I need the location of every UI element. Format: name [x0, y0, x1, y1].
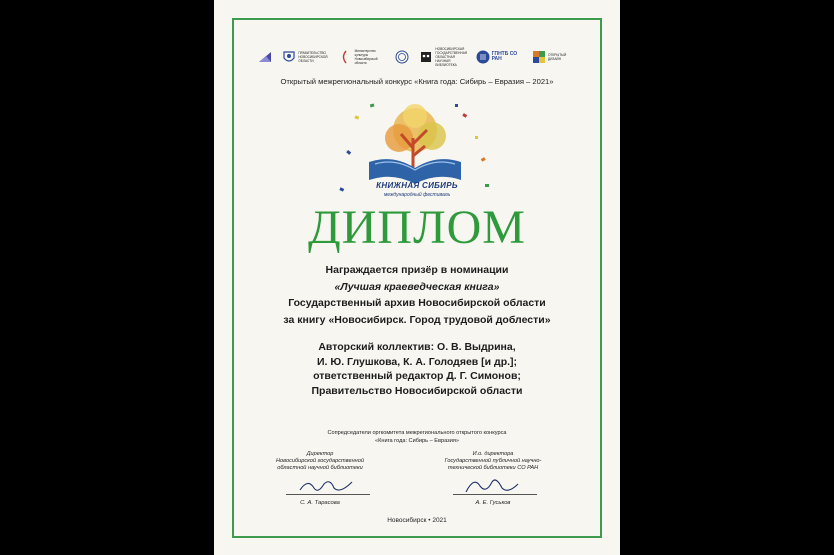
authors-line-4: Правительство Новосибирской области — [311, 384, 523, 397]
contest-title: Открытый межрегиональный конкурс «Книга года: Сибирь – Евразия – 2021» — [280, 77, 554, 86]
award-block — [232, 262, 602, 328]
gpntb-logo: ГПНТБ СО РАН — [476, 50, 522, 64]
coat-of-arms-icon — [282, 50, 296, 64]
nomination: «Лучшая краеведческая книга» — [334, 280, 500, 293]
festival-subtitle: международный фестиваль — [383, 192, 451, 198]
owl-icon — [419, 50, 433, 64]
authors-line-1: Авторский коллектив: О. В. Выдрина, — [318, 341, 516, 353]
gpntb-icon — [476, 50, 490, 64]
festival-name: КНИЖНАЯ СИБИРЬ — [376, 181, 458, 190]
city-year: Новосибирск • 2021 — [387, 517, 447, 524]
colorful-blocks-icon — [532, 50, 546, 64]
award-line: Награждается призёр в номинации — [325, 264, 509, 276]
festival-logo-icon — [258, 50, 272, 64]
diploma-title: ДИПЛОМ — [308, 201, 526, 254]
authors-block — [232, 340, 602, 398]
right-signature-line — [453, 494, 537, 495]
chamber-logo: ОТКРЫТЫЙ ДИЗАЙН — [532, 50, 578, 64]
regional-library-logo: НОВОСИБИРСКАЯ ГОСУДАРСТВЕННАЯ ОБЛАСТНАЯ НАУЧНАЯ БИБЛИОТЕКА — [419, 47, 465, 67]
book-title: за книгу «Новосибирск. Город трудовой доблести» — [283, 313, 551, 326]
right-signatory-role: И.о. директора Государственной публичной научно- технической библиотеки СО РАН — [444, 451, 542, 471]
novosibirsk-region-logo: ПРАВИТЕЛЬСТВО НОВОСИБИРСКОЙ ОБЛАСТИ — [282, 50, 328, 64]
ministry-logo: Министерство культуры Новосибирской области — [339, 49, 385, 65]
left-signatory-name: С. А. Тарасова — [300, 500, 340, 506]
sponsor-logos — [258, 44, 578, 70]
left-signatory-role: Директор Новосибирской государственной областной научной библиотеки — [276, 451, 364, 471]
authors-line-3: ответственный редактор Д. Г. Симонов; — [313, 370, 521, 382]
authors-line-2: И. Ю. Глушкова, К. А. Голодяев [и др.]; — [316, 355, 518, 368]
recipient: Государственный архив Новосибирской области — [288, 297, 546, 309]
library-seal-icon — [395, 50, 409, 64]
tree-canopy-icon — [385, 104, 446, 152]
library-logo — [395, 50, 409, 64]
right-signatory-name: А. Е. Гуськов — [475, 500, 511, 506]
left-signature-line — [286, 494, 370, 495]
cofounders-caption: Сопредседатели оргкомитета межрегионального открытого конкурса «Книга года: Сибирь – Евразия» — [327, 430, 507, 444]
festival-logo — [258, 50, 272, 64]
ministry-icon — [339, 50, 353, 64]
